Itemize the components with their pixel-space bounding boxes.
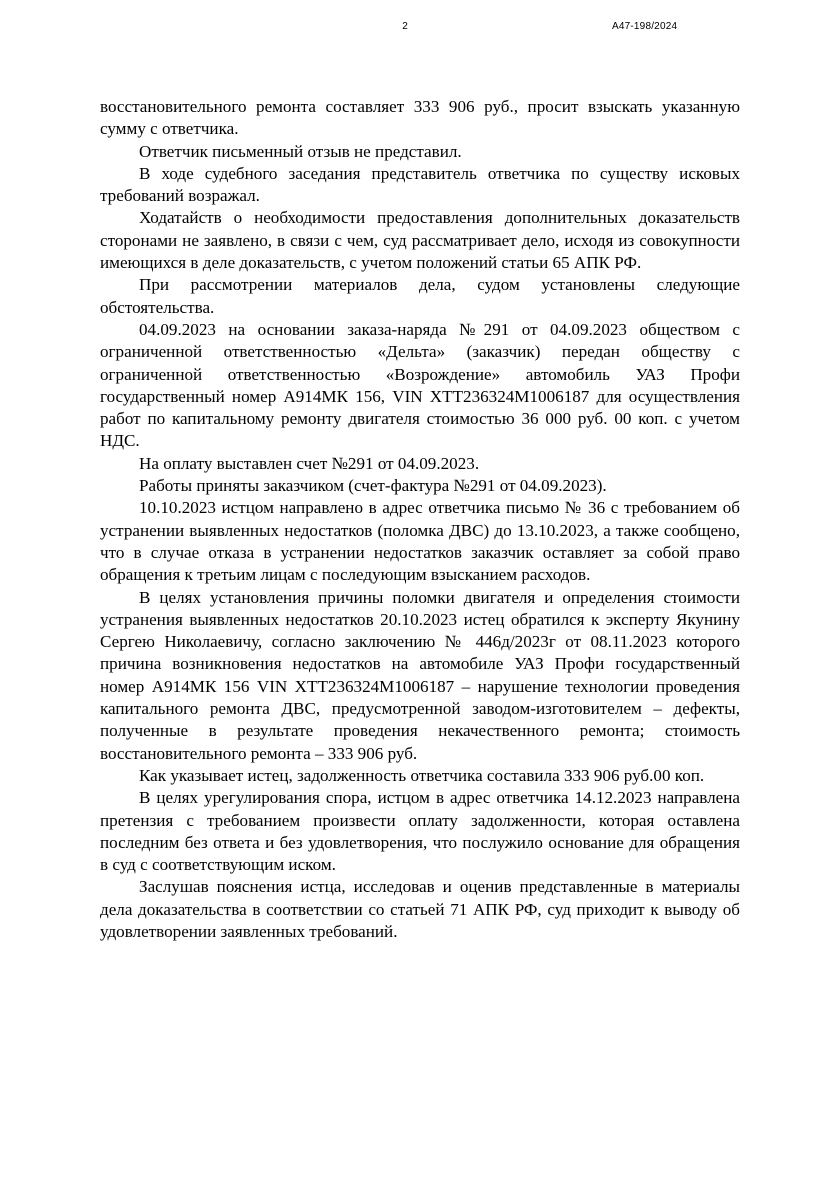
- paragraph-7: На оплату выставлен счет №291 от 04.09.2023.: [139, 453, 480, 473]
- paragraph-1: восстановительного ремонта составляет 333 906 руб., просит взыскать указанную сумму с ответчика.: [100, 97, 740, 139]
- paragraph-11: Как указывает истец, задолженность ответчика составила 333 906 руб.00 коп.: [139, 765, 705, 785]
- paragraph-8: Работы приняты заказчиком (счет-фактура №291 от 04.09.2023).: [139, 476, 607, 496]
- paragraph-5: При рассмотрении материалов дела, судом установлены следующие обстоятельства.: [100, 275, 740, 317]
- paragraph-12: В целях урегулирования спора, истцом в адрес ответчика 14.12.2023 направлена претензия с требованием произвести оплату задолженности, которая оставлена последним без ответа и без удовлетворения, что послужило основание для обращения в суд с соответствующим иском.: [100, 788, 740, 875]
- page-number: 2: [402, 21, 408, 32]
- paragraph-9: 10.10.2023 истцом направлено в адрес ответчика письмо № 36 с требованием об устранении выявленных недостатков (поломка ДВС) до 13.10.2023, а также сообщено, что в случае отказа в устранении недостатков заказчик оставляет за собой право обращения к третьим лицам с последующим взысканием расходов.: [100, 498, 740, 585]
- paragraph-6: 04.09.2023 на основании заказа-наряда №291 от 04.09.2023 обществом с ограниченной ответственностью «Дельта» (заказчик) передан обществу с ограниченной ответственностью «Возрождение» автомобиль УАЗ Профи государственный номер А914МК 156, VIN ХТТ236324М1006187 для осуществления работ по капитальному ремонту двигателя стоимостью 36 000 руб. 00 коп. с учетом НДС.: [100, 319, 740, 451]
- paragraph-4: Ходатайств о необходимости предоставления дополнительных доказательств сторонами не заявлено, в связи с чем, суд рассматривает дело, исходя из совокупности имеющихся в деле доказательств, с учетом положений статьи 65 АПК РФ.: [100, 208, 740, 273]
- case-number: А47-198/2024: [612, 21, 678, 32]
- document-body: [100, 96, 740, 943]
- paragraph-10: В целях установления причины поломки двигателя и определения стоимости устранения выявленных недостатков 20.10.2023 истец обратился к эксперту Якунину Сергею Николаевичу, согласно заключению № 446д/2023г от 08.11.2023 которого причина возникновения недостатков на автомобиле УАЗ Профи государственный номер А914МК 156 VIN ХТТ236324М1006187 – нарушение технологии проведения капитального ремонта ДВС, предусмотренной заводом-изготовителем – дефекты, полученные в результате проведения некачественного ремонта; стоимость восстановительного ремонта – 333 906 руб.: [100, 587, 740, 763]
- paragraph-2: Ответчик письменный отзыв не представил.: [139, 141, 462, 161]
- paragraph-13: Заслушав пояснения истца, исследовав и оценив представленные в материалы дела доказательства в соответствии со статьей 71 АПК РФ, суд приходит к выводу об удовлетворении заявленных требований.: [100, 877, 740, 941]
- paragraph-3: В ходе судебного заседания представитель ответчика по существу исковых требований возражал.: [100, 163, 740, 206]
